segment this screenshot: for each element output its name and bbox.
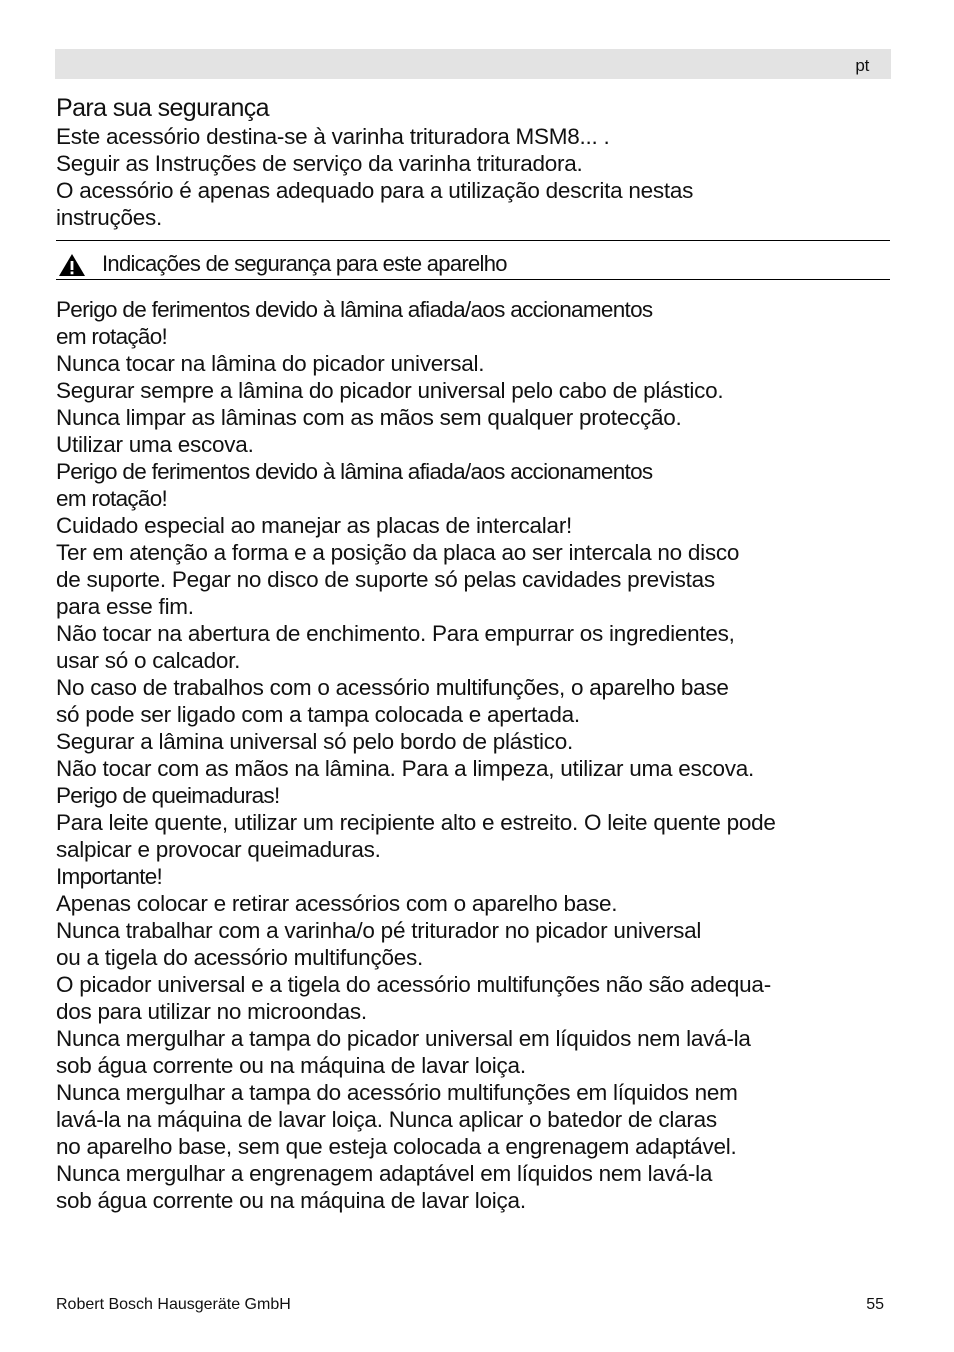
instruction-line: Não tocar com as mãos na lâmina. Para a limpeza, utilizar uma escova.	[56, 756, 755, 781]
instruction-line: Nunca mergulhar a tampa do acessório multifunções em líquidos nem	[56, 1080, 738, 1105]
header-bar	[55, 49, 891, 79]
warning-title: Indicações de segurança para este aparelho	[102, 251, 507, 276]
instruction-line: usar só o calcador.	[56, 648, 241, 673]
instruction-line: Nunca trabalhar com a varinha/o pé triturador no picador universal	[56, 918, 702, 943]
instruction-line: Não tocar na abertura de enchimento. Para empurrar os ingredientes,	[56, 621, 735, 646]
instruction-line: Nunca mergulhar a engrenagem adaptável em líquidos nem lavá-la	[56, 1161, 713, 1186]
instruction-line: Utilizar uma escova.	[56, 432, 254, 457]
instruction-line: Nunca mergulhar a tampa do picador universal em líquidos nem lavá-la	[56, 1026, 751, 1051]
footer-page-number: 55	[866, 1296, 884, 1313]
language-code: pt	[855, 56, 869, 75]
section-heading: Importante!	[56, 864, 163, 889]
instruction-line: salpicar e provocar queimaduras.	[56, 837, 381, 862]
safety-instructions	[56, 296, 892, 1214]
instruction-line: Cuidado especial ao manejar as placas de intercalar!	[56, 513, 573, 538]
intro-line: Este acessório destina-se à varinha trituradora MSM8... .	[56, 124, 610, 149]
instruction-line: Nunca limpar as lâminas com as mãos sem qualquer protecção.	[56, 405, 682, 430]
intro-block	[56, 123, 892, 231]
instruction-line: Ter em atenção a forma e a posição da placa ao ser intercala no disco	[56, 540, 740, 565]
section-heading: Perigo de queimaduras!	[56, 783, 280, 808]
instruction-line: Para leite quente, utilizar um recipiente alto e estreito. O leite quente pode	[56, 810, 776, 835]
instruction-line: Segurar a lâmina universal só pelo bordo de plástico.	[56, 729, 574, 754]
instruction-line: O picador universal e a tigela do acessório multifunções não são adequa-	[56, 972, 771, 997]
intro-line: O acessório é apenas adequado para a utilização descrita nestas	[56, 178, 694, 203]
instruction-line: dos para utilizar no microondas.	[56, 999, 367, 1024]
warning-triangle-icon	[58, 253, 86, 277]
instruction-line: sob água corrente ou na máquina de lavar loiça.	[56, 1188, 526, 1213]
instruction-line: No caso de trabalhos com o acessório multifunções, o aparelho base	[56, 675, 729, 700]
instruction-line: só pode ser ligado com a tampa colocada e apertada.	[56, 702, 580, 727]
section-heading: Perigo de ferimentos devido à lâmina afiada/aos accionamentos	[56, 459, 653, 484]
page-title: Para sua segurança	[56, 94, 269, 122]
instruction-line: Segurar sempre a lâmina do picador universal pelo cabo de plástico.	[56, 378, 724, 403]
instruction-line: Apenas colocar e retirar acessórios com o aparelho base.	[56, 891, 618, 916]
instruction-line: ou a tigela do acessório multifunções.	[56, 945, 423, 970]
section-heading: em rotação!	[56, 324, 168, 349]
instruction-line: lavá-la na máquina de lavar loiça. Nunca aplicar o batedor de claras	[56, 1107, 717, 1132]
footer-company: Robert Bosch Hausgeräte GmbH	[56, 1296, 291, 1313]
instruction-line: no aparelho base, sem que esteja colocada a engrenagem adaptável.	[56, 1134, 737, 1159]
instruction-line: sob água corrente ou na máquina de lavar loiça.	[56, 1053, 526, 1078]
intro-line: instruções.	[56, 205, 163, 230]
section-heading: em rotação!	[56, 486, 168, 511]
instruction-line: Nunca tocar na lâmina do picador universal.	[56, 351, 485, 376]
intro-line: Seguir as Instruções de serviço da varinha trituradora.	[56, 151, 583, 176]
instruction-line: de suporte. Pegar no disco de suporte só pelas cavidades previstas	[56, 567, 715, 592]
instruction-line: para esse fim.	[56, 594, 194, 619]
page-content	[56, 93, 892, 1214]
warning-banner	[56, 240, 890, 280]
section-heading: Perigo de ferimentos devido à lâmina afiada/aos accionamentos	[56, 297, 653, 322]
